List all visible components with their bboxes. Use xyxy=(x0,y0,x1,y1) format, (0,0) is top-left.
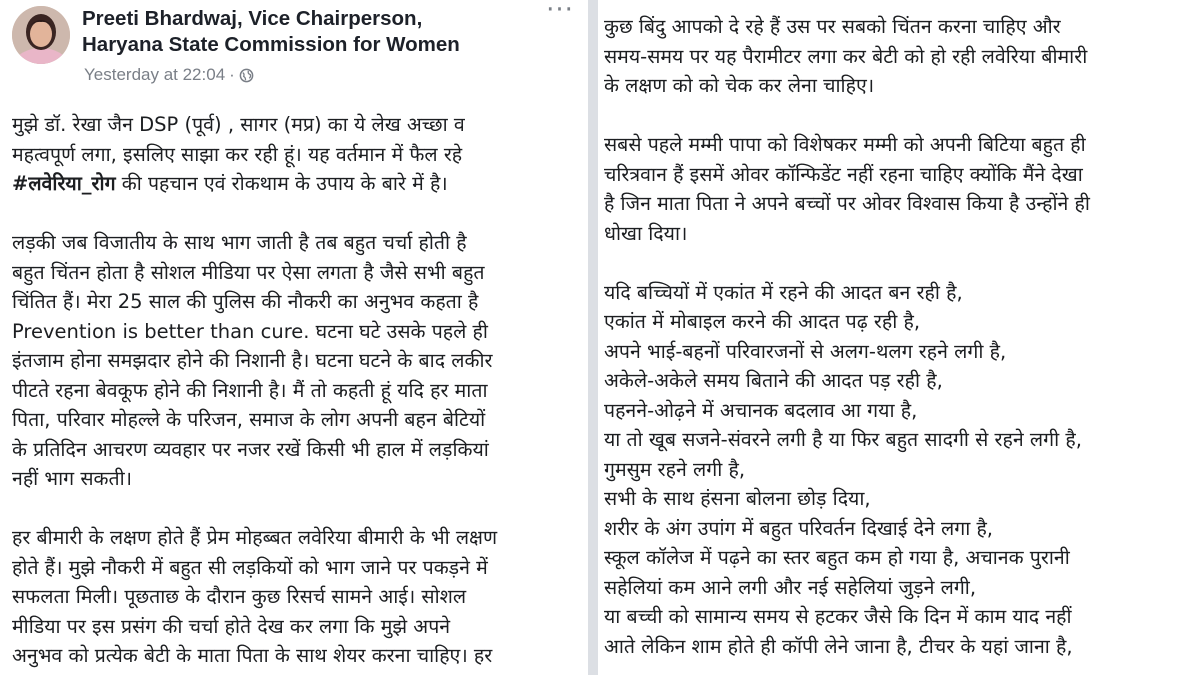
text-line: सहेलियां कम आने लगी और नई सहेलियां जुड़ने लगी, xyxy=(604,575,977,599)
post-header xyxy=(0,0,588,96)
text-line: नहीं भाग सकती। xyxy=(12,467,133,490)
post-body-left xyxy=(12,110,584,671)
text-line: स्कूल कॉलेज में पढ़ने का स्तर बहुत कम हो गया है, अचानक पुरानी xyxy=(604,546,1070,569)
post-meta xyxy=(84,65,254,85)
text-line: अपने भाई-बहनों परिवारजनों से अलग-थलग रहने लगी है, xyxy=(604,339,1007,363)
author-title-line: Haryana State Commission for Women xyxy=(82,33,460,56)
paragraph-gap xyxy=(12,199,584,229)
text-line: अकेले-अकेले समय बिताने की आदत पड़ रही है, xyxy=(604,369,943,392)
hashtag-link[interactable]: #लवेरिया_रोग xyxy=(12,172,116,195)
post-body-right xyxy=(604,12,1196,661)
post-author-name[interactable] xyxy=(82,6,532,58)
column-divider xyxy=(588,0,598,675)
text-line: यदि बच्चियों में एकांत में रहने की आदत बन रही है, xyxy=(604,280,963,304)
text-line: या बच्ची को सामान्य समय से हटकर जैसे कि दिन में काम याद नहीं xyxy=(604,605,1072,628)
left-post-column xyxy=(0,0,588,675)
text-line: हर बीमारी के लक्षण होते हैं प्रेम मोहब्बत लवेरिया बीमारी के भी लक्षण xyxy=(12,526,498,549)
text-line: इंतजाम होना समझदार होने की निशानी है। घटना घटने के बाद लकीर xyxy=(12,349,493,372)
text-line: होते हैं। मुझे नौकरी में बहुत सी लड़कियों को भाग जाने पर पकड़ने में xyxy=(12,555,488,579)
text-line: के लक्षण को को चेक कर लेना चाहिए। xyxy=(604,74,875,97)
text-line: मुझे डॉ. रेखा जैन DSP (पूर्व) , सागर (मप्र) का ये लेख अच्छा व xyxy=(12,113,465,136)
text-line: समय-समय पर यह पैरामीटर लगा कर बेटी को हो रही लवेरिया बीमारी xyxy=(604,44,1088,68)
author-name-line: Preeti Bhardwaj, Vice Chairperson, xyxy=(82,7,423,30)
text-line: चिंतित हैं। मेरा 25 साल की पुलिस की नौकरी का अनुभव कहता है xyxy=(12,290,479,313)
profile-photo-icon xyxy=(12,6,70,64)
text-line: आते लेकिन शाम होते ही कॉपी लेने जाना है, टीचर के यहां जाना है, xyxy=(604,634,1073,658)
paragraph-gap xyxy=(604,101,1196,131)
paragraph-gap xyxy=(12,494,584,524)
text-line: अनुभव को प्रत्येक बेटी के माता पिता के साथ शेयर करना चाहिए। हर xyxy=(12,644,493,667)
text-line: महत्वपूर्ण लगा, इसलिए साझा कर रही हूं। यह वर्तमान में फैल रहे xyxy=(12,142,463,166)
text-line: पीटते रहना बेवकूफ होने की निशानी है। मैं तो कहती हूं यदि हर माता xyxy=(12,378,488,402)
paragraph-gap xyxy=(604,248,1196,278)
text-line: शरीर के अंग उपांग में बहुत परिवर्तन दिखाई देने लगा है, xyxy=(604,516,993,540)
text-line: एकांत में मोबाइल करने की आदत पढ़ रही है, xyxy=(604,310,921,333)
text-line: सफलता मिली। पूछताछ के दौरान कुछ रिसर्च सामने आई। सोशल xyxy=(12,585,467,608)
text-line: धोखा दिया। xyxy=(604,221,688,245)
more-options-icon[interactable]: ··· xyxy=(546,0,574,25)
text-line: सबसे पहले मम्मी पापा को विशेषकर मम्मी को अपनी बिटिया बहुत ही xyxy=(604,133,1086,156)
meta-separator: · xyxy=(229,65,235,84)
right-post-column xyxy=(598,0,1200,675)
text-line: Prevention is better than cure. घटना घटे उसके पहले ही xyxy=(12,319,488,343)
text-line: मीडिया पर इस प्रसंग की चर्चा होते देख कर लगा कि मुझे अपने xyxy=(12,614,451,638)
post-timestamp[interactable]: Yesterday at 22:04 xyxy=(84,65,226,84)
text-line xyxy=(12,169,584,199)
globe-icon[interactable] xyxy=(239,68,254,83)
text-line: चरित्रवान हैं इसमें ओवर कॉन्फिडेंट नहीं रहना चाहिए क्योंकि मैंने देखा xyxy=(604,162,1083,186)
text-fragment: की पहचान एवं रोकथाम के उपाय के बारे में है। xyxy=(115,172,448,195)
text-line: बहुत चिंतन होता है सोशल मीडिया पर ऐसा लगता है जैसे सभी बहुत xyxy=(12,260,485,284)
text-line: लड़की जब विजातीय के साथ भाग जाती है तब बहुत चर्चा होती है xyxy=(12,231,467,254)
text-line: पहनने-ओढ़ने में अचानक बदलाव आ गया है, xyxy=(604,398,918,422)
text-line: या तो खूब सजने-संवरने लगी है या फिर बहुत सादगी से रहने लगी है, xyxy=(604,428,1082,451)
text-line: सभी के साथ हंसना बोलना छोड़ दिया, xyxy=(604,487,871,510)
text-line: गुमसुम रहने लगी है, xyxy=(604,457,746,481)
text-line: पिता, परिवार मोहल्ले के परिजन, समाज के लोग अपनी बहन बेटियों xyxy=(12,408,486,431)
avatar[interactable] xyxy=(12,6,70,64)
text-line: है जिन माता पिता ने अपने बच्चों पर ओवर विश्वास किया है उन्होंने ही xyxy=(604,192,1090,215)
text-line: के प्रतिदिन आचरण व्यवहार पर नजर रखें किसी भी हाल में लड़कियां xyxy=(12,437,489,461)
text-line: कुछ बिंदु आपको दे रहे हैं उस पर सबको चिंतन करना चाहिए और xyxy=(604,15,1061,38)
